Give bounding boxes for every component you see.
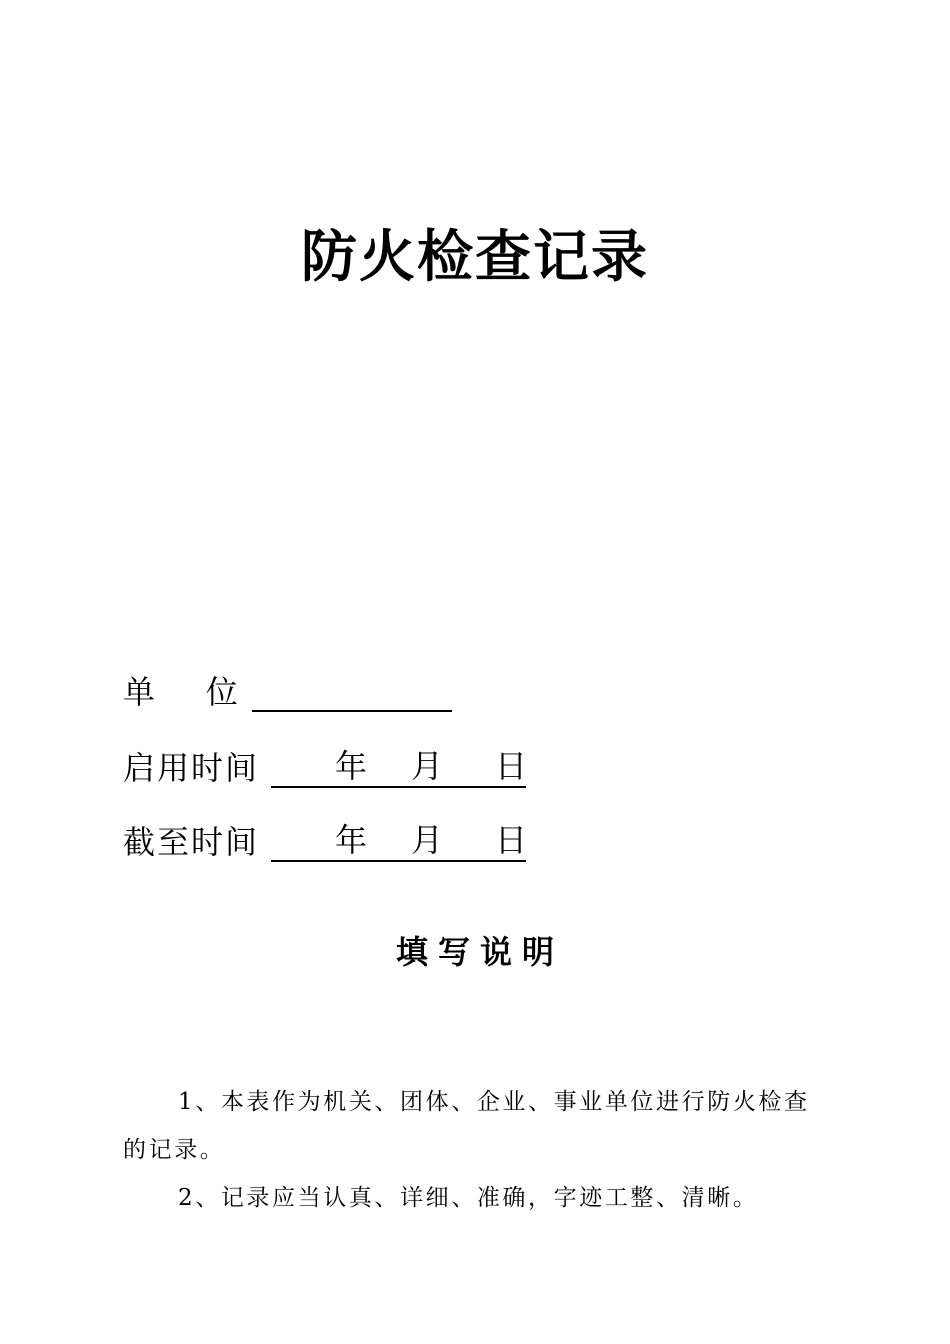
end-year-label: 年 — [335, 821, 368, 859]
instructions-heading: 填写说明 — [395, 933, 564, 971]
end-month-label: 月 — [411, 821, 444, 859]
start-date-label: 启用时间 — [123, 749, 260, 787]
start-date-field — [123, 744, 526, 788]
start-month-label: 月 — [411, 747, 444, 785]
end-day-label: 日 — [495, 821, 528, 859]
instruction-item: 1、本表作为机关、团体、企业、事业单位进行防火检查的记录。 — [123, 1089, 810, 1163]
start-day-label: 日 — [495, 747, 528, 785]
end-date-field — [123, 818, 526, 862]
instruction-item: 2、记录应当认真、详细、准确，字迹工整、清晰。 — [178, 1185, 759, 1211]
start-year-label: 年 — [335, 747, 368, 785]
start-date-blank-line[interactable] — [271, 746, 526, 788]
unit-field — [123, 668, 452, 712]
unit-label: 单 位 — [123, 673, 240, 711]
page-title: 防火检查记录 — [301, 225, 649, 290]
end-date-label: 截至时间 — [123, 823, 260, 861]
unit-blank-line[interactable] — [252, 672, 452, 712]
end-date-blank-line[interactable] — [271, 820, 526, 862]
instructions-list — [123, 1078, 833, 1222]
